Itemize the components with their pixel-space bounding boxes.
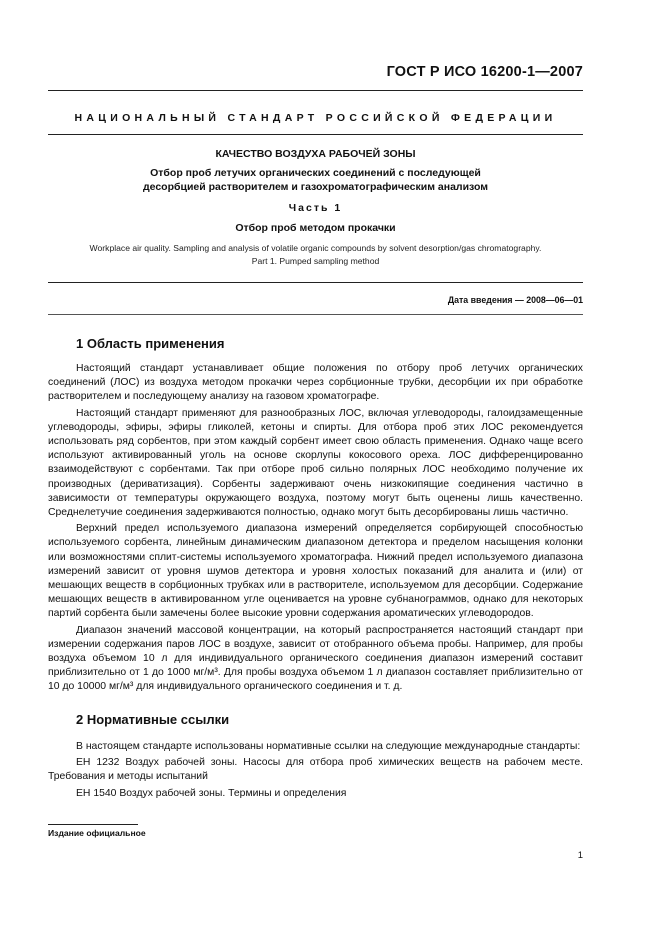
page-number: 1 xyxy=(577,850,583,861)
section-2-body xyxy=(48,740,583,803)
standard-code: ГОСТ Р ИСО 16200-1—2007 xyxy=(386,64,583,80)
top-rule xyxy=(48,90,583,91)
title-rule xyxy=(48,282,583,283)
paragraph: Диапазон значений массовой концентрации, на который распространяется настоящий стандарт при измерении содержания паров ЛОС в воздухе, зависит от отобранного объема пробы. Например, для пробы воздуха объемом 10 л для индивидуального органического соединения диапазон измерений составит приблизительно от 1 до 1000 мг/м³. Для пробы воздуха объемом 1 л диапазон составляет приблизительно от 10 до 10000 мг/м³ для индивидуального органического соединения и т. д. xyxy=(48,624,583,693)
reference-item: ЕН 1540 Воздух рабочей зоны. Термины и определения xyxy=(76,787,347,799)
section-2-heading: 2 Нормативные ссылки xyxy=(76,712,230,727)
part-label: Часть 1 xyxy=(288,202,343,214)
document-subtitle xyxy=(48,166,583,194)
paragraph: Настоящий стандарт применяют для разнообразных ЛОС, включая углеводороды, галоидзамещенные углеводороды, эфиры, эфиры гликолей, кетоны и спирты. Для отбора проб этих ЛОС рекомендуется использовать ряд сорбентов, при этом каждый сорбент имеет свою область применения. Однако чаще всего используют активированный уголь на основе скорлупы кокосового ореха. ЛОС дифференцированно взаимодействуют с сорбентами. Так при отборе проб сильно полярных ЛОС необходимо получение их производных (дериватизация). Сорбенты задерживают очень низкокипящие соединения частично в зависимости от температуры окружающего воздуха, поэтому могут быть оценены лишь качественно. Среднелетучие соединения задерживаются полностью, однако могут быть десорбированы лишь частично. xyxy=(48,407,583,519)
introduction-date: Дата введения — 2008—06—01 xyxy=(447,295,583,305)
document-title: КАЧЕСТВО ВОЗДУХА РАБОЧЕЙ ЗОНЫ xyxy=(215,148,416,160)
subtitle-line-1: Отбор проб летучих органических соединений с последующей xyxy=(150,167,481,179)
english-title-line-1: Workplace air quality. Sampling and analysis of volatile organic compounds by solvent desorption/gas chromatography. xyxy=(89,243,542,253)
section-1-body xyxy=(48,362,583,697)
reference-item: ЕН 1232 Воздух рабочей зоны. Насосы для отбора проб химических веществ на рабочем месте. Требования и методы испытаний xyxy=(48,757,583,783)
english-title xyxy=(48,242,583,268)
national-standard-heading: НАЦИОНАЛЬНЫЙ СТАНДАРТ РОССИЙСКОЙ ФЕДЕРАЦИИ xyxy=(74,112,557,124)
paragraph: В настоящем стандарте использованы нормативные ссылки на следующие международные стандарты: xyxy=(76,741,581,752)
section-1-heading: 1 Область применения xyxy=(76,336,225,351)
english-title-line-2: Part 1. Pumped sampling method xyxy=(251,256,380,266)
date-rule xyxy=(48,314,583,315)
subtitle-line-2: десорбцией растворителем и газохроматографическим анализом xyxy=(142,181,489,193)
header-rule xyxy=(48,134,583,135)
paragraph: Верхний предел используемого диапазона измерений определяется сорбирующей способностью используемого сорбента, линейным динамическим диапазоном детектора и пределом насыщения колонки или возможностями сплит-системы используемого хроматографа. Нижний предел используемого диапазона измерений зависит от уровня шумов детектора и уровня холостых показаний для аналита и (или) от мешающих веществ в сорбционных трубках или в растворителе, используемом для десорбции. Содержание мешающих веществ в активированном угле оценивается на уровне субнанограммов, однако для некоторых партий сорбента были замечены более высокие уровни содержания ароматических углеводородов. xyxy=(48,523,583,620)
paragraph: Настоящий стандарт устанавливает общие положения по отбору проб летучих органических соединений (ЛОС) из воздуха методом прокачки через сорбционные трубки, десорбции их при обработке растворителем и последующему анализу на газовом хроматографе. xyxy=(48,363,583,403)
part-title: Отбор проб методом прокачки xyxy=(235,222,396,234)
edition-note: Издание официальное xyxy=(48,828,146,838)
footer-rule xyxy=(48,824,138,825)
